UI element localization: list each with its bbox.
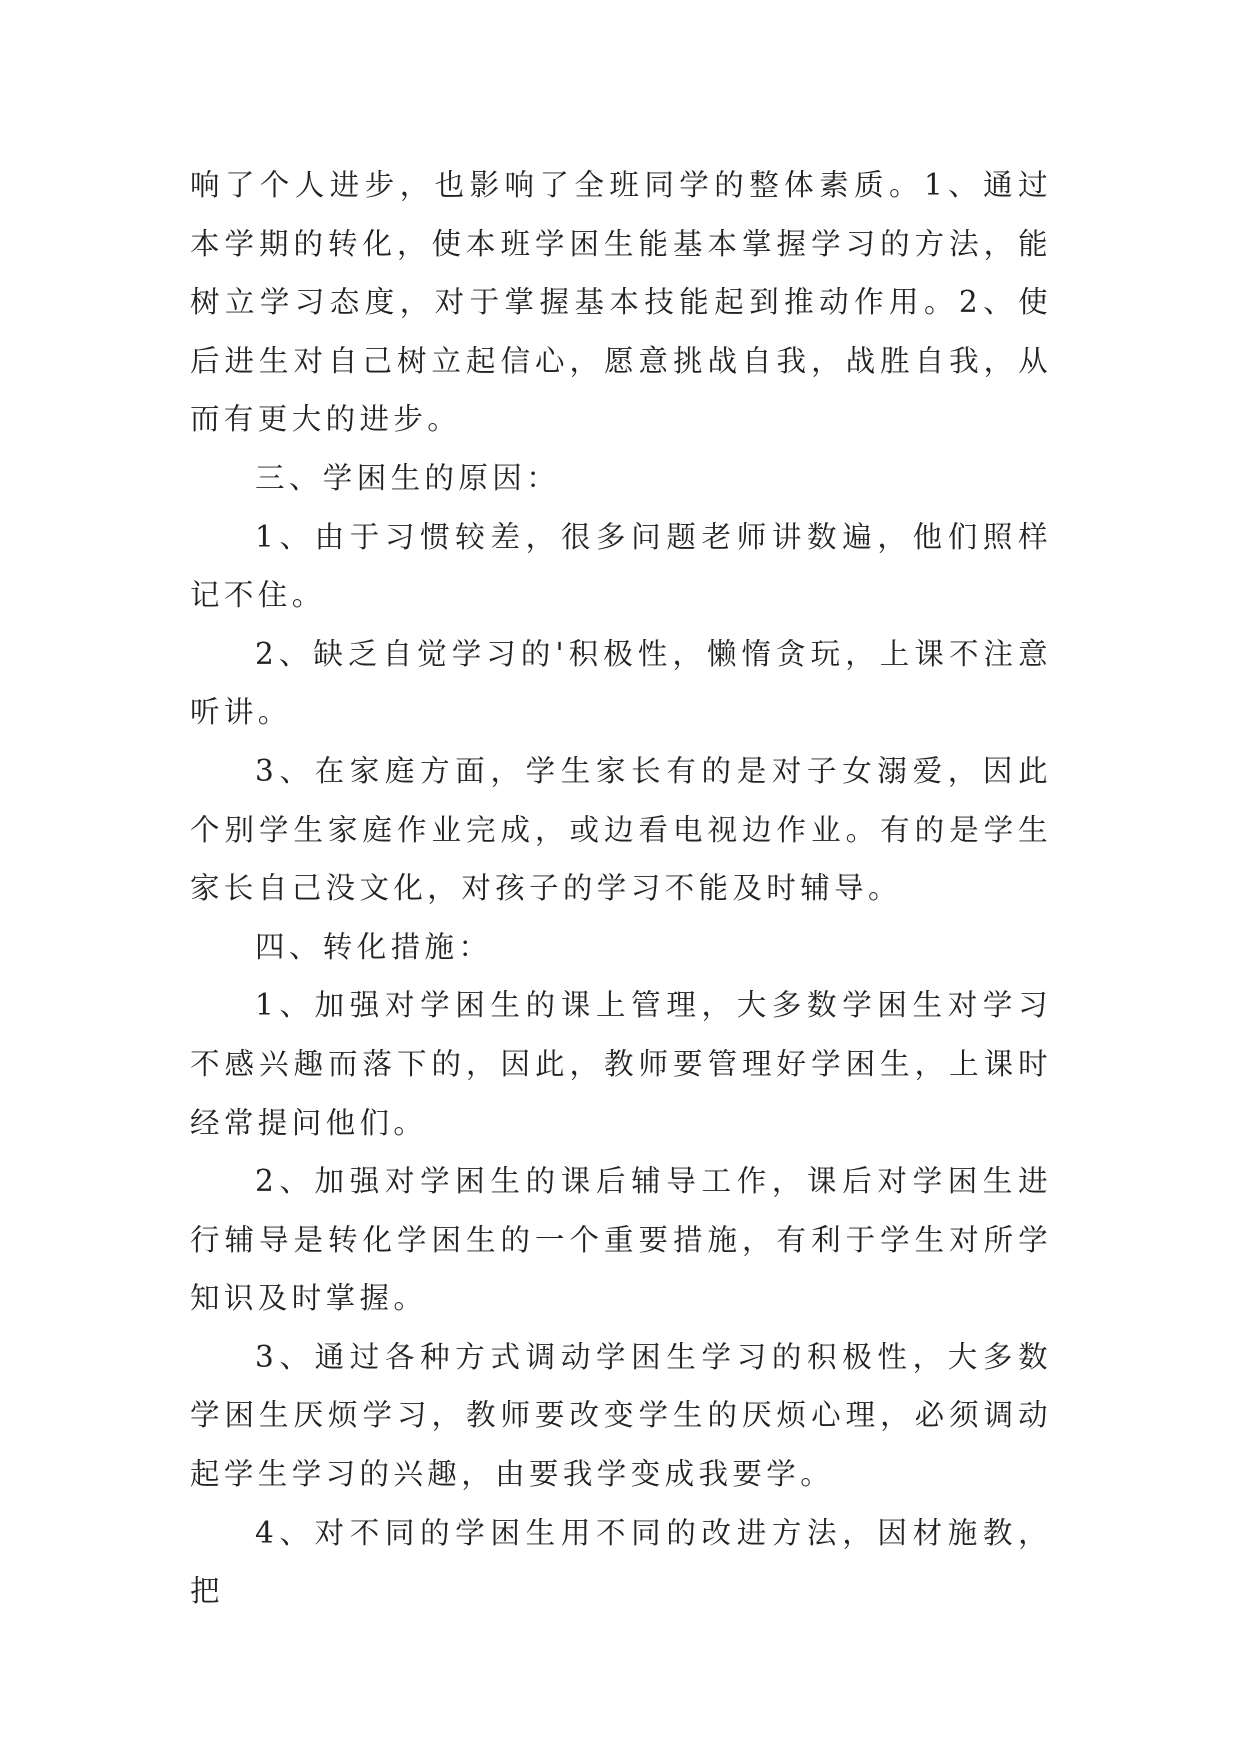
document-body [190,156,1052,1621]
paragraph-measure-2: 2、加强对学困生的课后辅导工作，课后对学困生进行辅导是转化学困生的一个重要措施，有利于学生对所学知识及时掌握。 [190,1164,1052,1316]
paragraph-measure-4: 4、对不同的学困生用不同的改进方法，因材施教，把 [190,1515,1052,1609]
section-heading-causes: 三、学困生的原因： [255,460,561,495]
paragraph-measure-1: 1、加强对学困生的课上管理，大多数学困生对学习不感兴趣而落下的，因此，教师要管理好学困生，上课时经常提问他们。 [190,988,1052,1140]
section-heading-measures: 四、转化措施： [255,929,493,964]
paragraph-cause-3: 3、在家庭方面，学生家长有的是对子女溺爱，因此个别学生家庭作业完成，或边看电视边作业。有的是学生家长自己没文化，对孩子的学习不能及时辅导。 [190,753,1052,906]
paragraph-measure-3: 3、通过各种方式调动学困生学习的积极性，大多数学困生厌烦学习，教师要改变学生的厌烦心理，必须调动起学生学习的兴趣，由要我学变成我要学。 [190,1339,1052,1492]
paragraph-cause-1: 1、由于习惯较差，很多问题老师讲数遍，他们照样记不住。 [190,519,1052,613]
paragraph-cause-2: 2、缺乏自觉学习的'积极性，懒惰贪玩，上课不注意听讲。 [190,636,1052,730]
paragraph-continuation: 响了个人进步，也影响了全班同学的整体素质。1、通过本学期的转化，使本班学困生能基本掌握学习的方法，能树立学习态度，对于掌握基本技能起到推动作用。2、使后进生对自己树立起信心，愿意挑战自我，战胜自我，从而有更大的进步。 [190,168,1052,437]
